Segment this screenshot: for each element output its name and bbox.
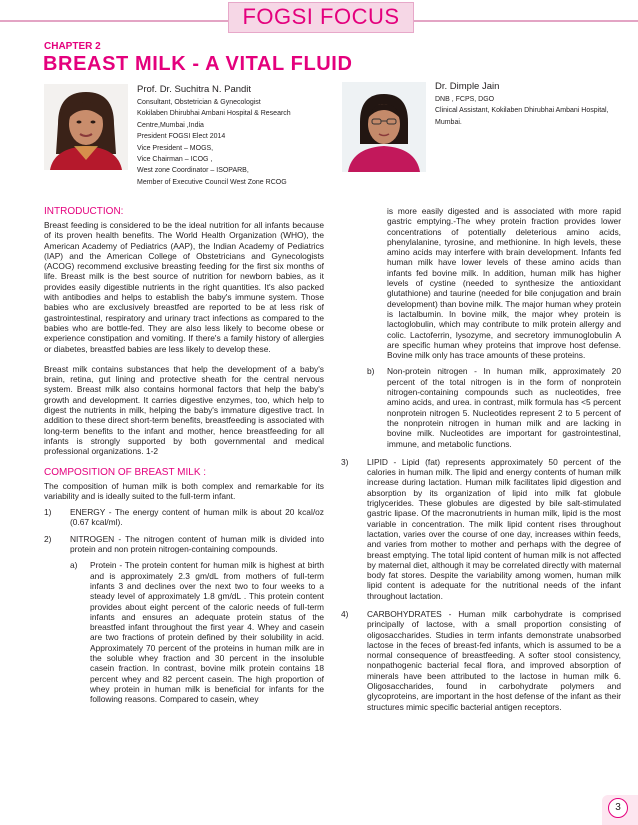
author-name: Dr. Dimple Jain <box>435 81 500 92</box>
author-photo-pandit <box>44 84 128 170</box>
list-item-energy <box>44 507 324 528</box>
intro-paragraph-2: Breast milk contains substances that help the development of a baby's brain, retina, gut lining and protective sheath for the central nervous system. Breast milk also contains hormonal factors that help the baby's growth and development. It carries digestive enzymes, too, which help to digest the nutrients in milk, helping the baby's immature digestive tract. In addition to these direct short-term benefits, breastfeeding is associated with long-term benefits to the infant and mother, hence breastfeeding for all infants is strongly supported by both governmental and medical professional organizations. 1-2 <box>44 363 324 457</box>
author-line: Vice President – MOGS, <box>137 144 214 152</box>
section-heading-composition: COMPOSITION OF BREAST MILK : <box>44 466 207 478</box>
author-line: Member of Executive Council West Zone RCOG <box>137 178 287 186</box>
header-band <box>0 0 638 34</box>
list-text: LIPID - Lipid (fat) represents approximately 50 percent of the calories in human milk. The lipid and energy contents of human milk increase during lactation. Human milk facilitates lipid digestion and absorption by its organization of lipid into milk fat globule triglycerides. These globules are digested by bile salt-stimulated gastric lipase. Of the macronutrients in human milk, lipid is the most variable in concentration. The milk lipid content rises throughout lactation, varies over the course of one day, increases within feeds, and varies from mother to mother and perhaps with the degree of breast emptying. The total lipid content of human milk is not affected by maternal diet, although it may be correlated directly with maternal body fat stores. Despite the variability among women, human milk lipid content is adequate for the nutritional needs of the infant throughout lactation. <box>367 456 621 601</box>
intro-paragraph-1: Breast feeding is considered to be the ideal nutrition for all infants because of its proven health benefits. The World Health Organization (WHO), the American Academy of Pediatrics (AAP), the Indian Academy of Pediatrics (IAP) and the American College of Obstetricians and Gynecologists (ACOG) recommend exclusive breasting feeding for the first six months of life. Breast milk is the best source of nutrition for newborn babies, as it provides easily digestible nutrients in the right quantities. It's also packed with antibodies and helps to establish the baby's immune system. Those babies who are exclusively breastfed are reported to be at less risk of gastrointestinal, respiratory and urinary tract infections as compared to the babies who are bottle-fed. They are also less likely to become obese or experience constipation and vomiting. If there's a family history of allergies or diabetes, breastfed babies are less likely to develop these. <box>44 220 324 354</box>
author-line: Clinical Assistant, Kokilaben Dhirubhai Ambani Hospital, Mumbai. <box>435 107 609 126</box>
list-item-nitrogen <box>44 534 324 555</box>
left-column <box>44 206 324 710</box>
list-number: 3) <box>341 456 349 467</box>
author-line: DNB , FCPS, DGO <box>435 96 495 103</box>
chapter-label: CHAPTER 2 <box>44 41 101 52</box>
list-number: 2) <box>44 533 52 544</box>
list-text: ENERGY - The energy content of human milk is about 20 kcal/oz (0.67 kcal/ml). <box>70 507 324 528</box>
article-title: BREAST MILK - A VITAL FLUID <box>43 53 353 75</box>
sublist-item-nonprotein-nitrogen <box>341 366 621 448</box>
author-info-jain <box>435 81 615 128</box>
author-line: Kokilaben Dhirubhai Ambani Hospital & Research Centre,Mumbai ,India <box>137 110 291 129</box>
list-number: 1) <box>44 507 52 518</box>
list-number: a) <box>70 560 78 571</box>
author-photo-jain <box>342 82 426 172</box>
list-text: CARBOHYDRATES - Human milk carbohydrate is comprised principally of lactose, with a small proportion consisting of oligosaccharides. Studies in term infants demonstrate unabsorbed lactose in the feces of breast-fed infants, which is assumed to be a normal consequence of breastfeeding. A softer stool consistency, nonpathogenic bacterial fecal flora, and improved absorption of minerals have been attributed to the lactose in human milk 6. Oligosaccharides, found in carbohydrate polymers and glycoproteins, are important in the host defense of the infant as their structures mimic specific bacterial antigen receptors. <box>367 608 621 712</box>
author-line: Consultant, Obstetrician & Gynecologist <box>137 99 261 106</box>
composition-intro: The composition of human milk is both complex and remarkable for its variability and is ideally suited to the full-term infant. <box>44 480 324 501</box>
list-number: b) <box>367 366 375 377</box>
section-heading-introduction: INTRODUCTION: <box>44 206 124 217</box>
page-number: 3 <box>608 798 628 818</box>
list-text: Non-protein nitrogen - In human milk, approximately 20 percent of the total nitrogen is in the form of nonprotein nitrogen-containing compounds such as nucleotides, free amino acids, and urea. in contrast, milk formula has <5 percent nonprotein nitrogen 5. Nucleotides represent 2 to 5 percent of the nonprotein nitrogen in human milk and are lacking in bovine milk. Nucleotides are important for gastrointestinal, immune, and metabolic functions. <box>387 366 621 449</box>
author-line: President FOGSI Elect 2014 <box>137 133 226 141</box>
author-line: Vice Chairman – ICOG , <box>137 156 213 164</box>
list-text: Protein - The protein content for human milk is highest at birth and is approximately 2.3 gm/dL from mothers of full-term infants 3 and declines over the next two to four weeks to a steady level of approximately 1.8 gm/dL . This protein content provides about eight percent of the caloric needs of full-term infants and ensures an adequate protein status of the breastfed infant throughout the first year 4. Whey and casein are two fractions of protein defined by their solubility in acid. Approximately 70 percent of the proteins in human milk are in the soluble whey fraction and 30 percent in the insoluble casein fraction. In contrast, bovine milk protein contains 18 percent whey and 82 percent casein. The high proportion of whey protein in human milk is beneficial for infants for the following reasons. Compared to casein, whey <box>90 560 324 705</box>
right-column <box>341 206 621 718</box>
list-item-lipid <box>341 457 621 601</box>
list-item-carbohydrates <box>341 609 621 712</box>
author-line: West zone Coordinator – ISOPARB, <box>137 167 249 175</box>
protein-continuation: is more easily digested and is associated with more rapid gastric emptying.-The whey protein fraction provides lower concentrations of potentially deleterious amino acids, phenylalanine, tyrosine, and methionine. In high levels, these amino acids may interfere with brain development. Infants fed human milk have lower levels of these amino acids than infants fed bovine milk. In addition, human milk has higher levels of cystine (needed to synthesize the antioxidant glutathione) and taurine (needed for bile conjugation and brain development) than bovine milk. The major human whey protein is lactalbumin. In bovine milk, the major whey protein is lactoglobulin, which may contribute to milk protein allergy and colic. Lactoferrin, lysozyme, and secretory immunoglobulin A are specific human whey proteins that improve host defense. Bovine milk only has trace amounts of these proteins. <box>387 206 621 361</box>
author-info-pandit <box>137 84 332 188</box>
sublist-item-protein <box>44 560 324 704</box>
author-name: Prof. Dr. Suchitra N. Pandit <box>137 84 252 95</box>
list-number: 4) <box>341 608 349 619</box>
list-text: NITROGEN - The nitrogen content of human milk is divided into protein and non protein nitrogen-containing compounds. <box>70 533 324 555</box>
header-title: FOGSI FOCUS <box>242 4 400 29</box>
